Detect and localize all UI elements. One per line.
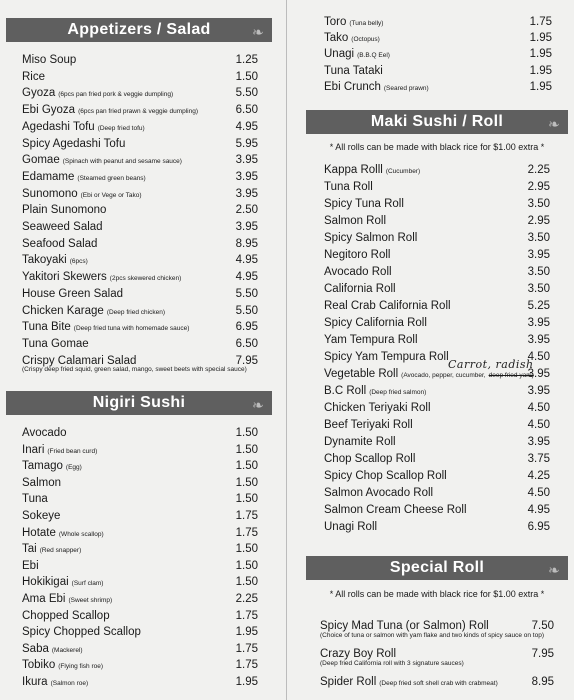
menu-item-label (324, 162, 420, 180)
menu-item-price: 3.95 (527, 436, 550, 448)
menu-item (324, 332, 550, 348)
menu-item-name: Spicy Chopped Scallop (22, 626, 141, 639)
menu-item-price: 3.95 (527, 385, 550, 397)
menu-item (320, 674, 554, 690)
menu-item-price: 1.25 (235, 54, 258, 66)
menu-item-price: 1.75 (235, 526, 258, 539)
menu-item-price: 2.25 (235, 593, 258, 605)
menu-item-note: (Deep fried salmon) (369, 389, 427, 396)
menu-item-name: Gyoza (22, 87, 56, 100)
menu-item-name: Rice (22, 70, 46, 83)
menu-item (324, 485, 550, 501)
menu-item-label (324, 196, 404, 212)
menu-item-price: 4.95 (527, 504, 550, 516)
menu-item-price: 4.25 (527, 470, 550, 482)
menu-item-note: (Ebi or Vege or Tako) (80, 191, 142, 199)
menu-item-label (22, 202, 106, 218)
menu-item (22, 541, 270, 557)
menu-item-price: 2.95 (527, 215, 550, 227)
menu-item-label (324, 519, 377, 535)
menu-item-label (22, 286, 123, 302)
menu-item (324, 179, 550, 195)
menu-item (22, 286, 270, 302)
menu-item-price: 3.95 (527, 249, 550, 261)
menu-item-price: 3.95 (235, 154, 258, 167)
menu-item (324, 315, 550, 331)
menu-item-price: 3.95 (235, 221, 258, 233)
menu-item-price: 2.50 (235, 204, 258, 217)
menu-item-name: Dynamite Roll (324, 436, 396, 448)
menu-item-note: (Whole scallop) (58, 530, 104, 538)
menu-item-note: (Mackerel) (51, 646, 83, 654)
menu-item-name: Avocado Roll (324, 266, 392, 278)
menu-item-label (22, 303, 165, 321)
menu-item (324, 468, 550, 484)
menu-item-price: 1.50 (235, 427, 258, 439)
menu-item-name: Yakitori Skewers (22, 271, 107, 284)
menu-item-label (324, 451, 415, 467)
menu-item-name: Spicy Tuna Roll (324, 198, 404, 210)
menu-item-price: 3.95 (235, 187, 258, 200)
menu-item-name: Avocado (22, 427, 67, 439)
menu-item-name: Kappa Rolll (324, 164, 383, 176)
menu-item-note: (Sweet shrimp) (68, 597, 113, 604)
menu-item-name: Agedashi Tofu (22, 120, 95, 133)
menu-item-name: Tuna Gomae (22, 337, 89, 350)
menu-item-price: 7.95 (531, 648, 554, 660)
menu-item (324, 451, 550, 467)
menu-item-price: 1.75 (235, 642, 258, 655)
menu-item-price: 6.95 (235, 321, 258, 334)
menu-item-label (324, 332, 418, 348)
menu-item-label (22, 657, 103, 675)
menu-item (324, 30, 552, 46)
menu-item-note: (B.B.Q Eel) (357, 52, 390, 60)
section-title: Nigiri Sushi (92, 394, 186, 411)
menu-item-label (22, 425, 67, 441)
menu-item (22, 186, 270, 202)
menu-item-name: Ebi Gyoza (22, 104, 76, 117)
menu-item-name: Vegetable Roll (324, 368, 399, 380)
menu-item-price: 1.50 (235, 70, 258, 83)
menu-item-price: 1.75 (235, 609, 258, 622)
menu-item-price: 1.95 (529, 64, 552, 77)
menu-item (324, 79, 552, 95)
menu-item-label (22, 136, 125, 152)
menu-item-label (22, 186, 142, 204)
swirl-icon: ❧ (251, 397, 264, 413)
menu-item-label (324, 230, 417, 246)
menu-item-name: Crazy Boy Roll (320, 648, 397, 660)
menu-item-price: 3.95 (527, 368, 550, 380)
menu-item (324, 281, 550, 297)
menu-item (22, 475, 270, 491)
menu-item (22, 336, 270, 352)
menu-item-name: Tako (324, 32, 349, 45)
menu-item (22, 85, 270, 101)
menu-item-label (324, 281, 396, 297)
menu-item-label (22, 458, 82, 476)
menu-item (22, 169, 270, 185)
menu-item-price: 3.95 (235, 170, 258, 183)
menu-item-name: Seaweed Salad (22, 221, 103, 233)
menu-item-name: Spicy Yam Tempura Roll (324, 351, 449, 363)
menu-item (22, 119, 270, 135)
menu-item (22, 491, 270, 507)
menu-item-name: Salmon (22, 476, 61, 489)
menu-item-label (324, 383, 426, 401)
menu-item-label (324, 468, 447, 484)
menu-item-label (324, 298, 451, 314)
menu-item-label (22, 641, 83, 659)
menu-item-description: (Deep fried California roll with 3 signature sauces) (320, 660, 464, 667)
menu-item-name: Tobiko (22, 659, 56, 672)
menu-item-name: Spider Roll (320, 676, 377, 688)
menu-item-name: Tuna Bite (22, 321, 71, 334)
menu-item-price: 5.50 (235, 87, 258, 100)
menu-item-price: 5.25 (527, 300, 550, 312)
menu-item-price: 4.95 (235, 271, 258, 284)
menu-item-name: Unagi (324, 48, 355, 61)
menu-item (324, 162, 550, 178)
menu-item-note: (Steamed green beans) (77, 174, 146, 182)
menu-item-label (324, 79, 429, 97)
menu-item-price: 1.75 (235, 510, 258, 522)
menu-item-price: 1.50 (235, 576, 258, 589)
menu-item-name: Beef Teriyaki Roll (324, 419, 413, 431)
menu-item-price: 1.95 (529, 32, 552, 45)
menu-item (324, 14, 552, 30)
menu-item-label (22, 85, 173, 103)
menu-item-note: (6pcs pan fried pork & veggie dumpling) (58, 91, 174, 99)
swirl-icon: ❧ (547, 562, 560, 578)
menu-item-note: (Deep fried tofu) (97, 124, 145, 132)
menu-item-name: Sokeye (22, 510, 61, 522)
menu-item (22, 508, 270, 524)
menu-item-label (22, 674, 88, 692)
menu-item-price: 3.75 (527, 453, 550, 465)
section-title: Appetizers / Salad (67, 21, 211, 38)
menu-item-name: Plain Sunomono (22, 204, 107, 217)
section-title: Maki Sushi / Roll (370, 113, 504, 130)
menu-item-price: 1.50 (235, 543, 258, 556)
menu-item (324, 264, 550, 280)
menu-item-price: 4.95 (235, 254, 258, 267)
menu-item (22, 152, 270, 168)
menu-item-label (22, 608, 110, 624)
menu-item-label (22, 508, 60, 524)
menu-item-note: (Fried bean curd) (47, 447, 98, 455)
menu-item-name: Ama Ebi (22, 593, 66, 605)
menu-item-name: Inari (22, 443, 45, 456)
menu-item-price: 4.50 (527, 419, 550, 431)
menu-item-name: Chicken Teriyaki Roll (324, 402, 431, 414)
menu-item-name: Takoyaki (22, 254, 67, 267)
menu-item-label (22, 475, 61, 491)
menu-item-name: Chop Scallop Roll (324, 453, 416, 465)
menu-item-note: (Cucumber) (385, 168, 421, 175)
menu-item-name: Ebi (22, 559, 39, 572)
menu-item-label (22, 169, 146, 187)
menu-item-name: Spicy Salmon Roll (324, 232, 418, 244)
menu-item-name: Spicy Mad Tuna (or Salmon) Roll (320, 620, 489, 632)
menu-item (324, 230, 550, 246)
menu-item (22, 136, 270, 152)
menu-item-label (324, 264, 392, 280)
menu-item (22, 202, 270, 218)
menu-item-label (324, 247, 390, 263)
menu-item-name: Crispy Calamari Salad (22, 354, 137, 367)
menu-item-label (22, 442, 97, 460)
menu-item-name: Hokikigai (22, 576, 69, 589)
menu-item-name: Sunomono (22, 187, 78, 200)
menu-item-label (324, 213, 386, 229)
calamari-description: (Crispy deep fried squid, green salad, mango, sweet beets with special sauce) (22, 366, 247, 373)
menu-item (324, 519, 550, 535)
menu-item (22, 574, 270, 590)
section-header-nigiri (6, 391, 272, 415)
menu-item-note: (Deep fried chicken) (106, 308, 165, 316)
menu-item-label (22, 574, 103, 592)
menu-item-name: B.C Roll (324, 385, 367, 397)
menu-item (22, 458, 270, 474)
section-header-special (306, 556, 568, 580)
menu-item-label (22, 491, 48, 507)
menu-item (22, 624, 270, 640)
menu-item-price: 1.50 (235, 476, 258, 489)
section-header-appetizers (6, 18, 272, 42)
menu-item-note: (2pcs skewered chicken) (109, 275, 182, 283)
menu-item-price: 5.95 (235, 137, 258, 150)
menu-item-name: Ikura (22, 676, 48, 688)
menu-item (22, 236, 270, 252)
menu-item (324, 502, 550, 518)
menu-item-note: (Surf clam) (71, 580, 104, 588)
menu-item (22, 608, 270, 624)
column-divider (286, 0, 287, 700)
menu-item (324, 196, 550, 212)
menu-item-label (324, 502, 467, 518)
menu-item-name: Toro (324, 16, 347, 28)
menu-item (22, 252, 270, 268)
menu-item-name: Tuna Roll (324, 181, 373, 193)
menu-item-name: Hotate (22, 526, 56, 539)
menu-item-price: 1.50 (235, 493, 258, 506)
menu-item-price: 3.50 (527, 266, 550, 278)
menu-item-label (22, 252, 88, 270)
menu-item-note: (Red snapper) (39, 547, 82, 555)
menu-item (22, 269, 270, 285)
menu-item-label (22, 52, 76, 68)
menu-item (22, 69, 270, 85)
menu-item-note: (Flying fish roe) (58, 663, 104, 671)
menu-item-note-struck: deep fried yam) (488, 372, 534, 379)
menu-item-price: 3.95 (527, 334, 550, 346)
menu-item-name: Saba (22, 642, 49, 655)
menu-item-label (22, 219, 103, 235)
menu-item-label (324, 400, 431, 416)
menu-item (324, 400, 550, 416)
menu-item-label (22, 102, 198, 120)
menu-item (22, 303, 270, 319)
menu-item-price: 1.50 (235, 460, 258, 473)
handwritten-note: Carrot, radish (448, 358, 534, 371)
menu-item-name: Gomae (22, 154, 60, 167)
menu-item-note: (Deep fried tuna with homemade sauce) (73, 325, 190, 333)
black-rice-notice: * All rolls can be made with black rice for $1.00 extra * (329, 142, 545, 152)
menu-item-price: 1.95 (529, 48, 552, 61)
menu-item-note: (Egg) (65, 464, 82, 472)
menu-item (22, 442, 270, 458)
menu-item-price: 4.50 (527, 351, 550, 363)
menu-item-price: 3.50 (527, 283, 550, 295)
menu-item-name: Miso Soup (22, 54, 77, 66)
menu-item (324, 213, 550, 229)
menu-item-price: 5.50 (235, 287, 258, 300)
section-title: Special Roll (389, 559, 485, 576)
menu-item (324, 63, 552, 79)
menu-item-price: 8.95 (531, 676, 554, 688)
menu-item (324, 383, 550, 399)
menu-item-price: 7.50 (531, 620, 554, 632)
menu-item-price: 4.50 (527, 487, 550, 499)
menu-item-price: 1.95 (235, 676, 258, 688)
menu-item-label (22, 525, 104, 543)
menu-item-price: 4.50 (527, 402, 550, 414)
menu-item (324, 46, 552, 62)
menu-item-label (22, 624, 141, 640)
menu-item-name: Ebi Crunch (324, 80, 381, 93)
menu-item (324, 417, 550, 433)
menu-item-label (22, 236, 97, 252)
menu-item-label (22, 69, 45, 85)
menu-item-label (22, 336, 89, 352)
menu-item-label (22, 541, 81, 559)
menu-item (324, 247, 550, 263)
menu-item-name: Spicy California Roll (324, 317, 427, 329)
menu-item-name: Tamago (22, 460, 63, 473)
menu-item-price: 6.50 (235, 104, 258, 117)
menu-item-name: House Green Salad (22, 287, 124, 300)
menu-item-label (22, 152, 182, 170)
menu-item (22, 674, 270, 690)
menu-item-price: 3.95 (527, 317, 550, 329)
menu-item (22, 657, 270, 673)
menu-item-price: 1.95 (235, 626, 258, 639)
section-header-maki (306, 110, 568, 134)
menu-item-price: 1.50 (235, 559, 258, 572)
menu-item-label (324, 485, 433, 501)
menu-item-name: Unagi Roll (324, 521, 378, 533)
menu-item-price: 3.50 (527, 232, 550, 244)
menu-item-price: 1.95 (529, 80, 552, 93)
menu-item-price: 2.25 (527, 164, 550, 176)
menu-item-label (22, 119, 145, 137)
menu-item-note: (6pcs pan fried prawn & veggie dumpling) (78, 108, 199, 116)
menu-item-name: Edamame (22, 170, 75, 183)
menu-item-label (324, 315, 427, 331)
swirl-icon: ❧ (251, 24, 264, 40)
menu-item-label (324, 63, 383, 79)
menu-item-note: (Salmon roe) (50, 680, 89, 687)
menu-item (324, 434, 550, 450)
menu-item-price: 1.75 (235, 659, 258, 672)
menu-item-price: 8.95 (235, 237, 258, 250)
menu-item-price: 1.75 (529, 16, 552, 28)
menu-item (22, 102, 270, 118)
menu-item-name: Yam Tempura Roll (324, 334, 418, 346)
menu-item-price: 7.95 (235, 354, 258, 367)
menu-item-name: Spicy Agedashi Tofu (22, 137, 126, 150)
menu-item-note: (Tuna belly) (349, 20, 384, 27)
menu-item-label (320, 674, 498, 692)
menu-item-name: Chicken Karage (22, 304, 104, 317)
menu-item-price: 5.50 (235, 304, 258, 317)
menu-item-price: 3.50 (527, 198, 550, 210)
menu-item-name: Negitoro Roll (324, 249, 391, 261)
menu-item-note: (6pcs) (69, 258, 88, 266)
menu-item-label (324, 179, 373, 195)
menu-item-price: 6.95 (527, 521, 550, 533)
menu-item (324, 298, 550, 314)
menu-item (22, 525, 270, 541)
menu-item-note: (Avocado, pepper, cucumber, (401, 372, 486, 379)
menu-item-name: Tai (22, 543, 37, 556)
menu-item-note: (Deep fried soft shell crab with crabmeat) (379, 680, 498, 687)
menu-item-label (324, 417, 413, 433)
menu-item (22, 641, 270, 657)
menu-item-note: (Octopus) (351, 36, 380, 44)
menu-item-price: 4.95 (235, 120, 258, 133)
menu-item-name: Tuna Tataki (324, 64, 383, 77)
swirl-icon: ❧ (547, 116, 560, 132)
menu-item-note: (Seared prawn) (383, 84, 429, 92)
menu-item-name: Seafood Salad (22, 237, 98, 250)
menu-item-description: (Choice of tuna or salmon with yam flake and two kinds of spicy sauce on top) (320, 632, 544, 639)
menu-item-name: California Roll (324, 283, 396, 295)
menu-item (22, 52, 270, 68)
menu-item-price: 1.50 (235, 443, 258, 456)
menu-item (22, 425, 270, 441)
menu-item (22, 558, 270, 574)
menu-item-name: Salmon Avocado Roll (324, 487, 434, 499)
menu-item-label (22, 558, 39, 574)
menu-item-label (324, 434, 396, 450)
menu-item-price: 6.50 (235, 337, 258, 350)
menu-item-name: Salmon Roll (324, 215, 386, 227)
menu-item (22, 591, 270, 607)
black-rice-notice-special: * All rolls can be made with black rice for $1.00 extra * (329, 589, 545, 599)
menu-item-label (22, 269, 181, 287)
menu-item (22, 219, 270, 235)
menu-item-label (324, 349, 449, 365)
menu-item-note: (Spinach with peanut and sesame sauce) (62, 158, 182, 166)
menu-item-name: Salmon Cream Cheese Roll (324, 504, 467, 516)
menu-item-name: Spicy Chop Scallop Roll (324, 470, 447, 482)
menu-item-label (22, 591, 112, 609)
menu-item-price: 2.95 (527, 181, 550, 193)
menu-item-name: Tuna (22, 493, 48, 506)
menu-item (22, 319, 270, 335)
menu-item-name: Chopped Scallop (22, 609, 110, 622)
menu-item-label (22, 319, 189, 337)
menu-item-name: Real Crab California Roll (324, 300, 451, 312)
